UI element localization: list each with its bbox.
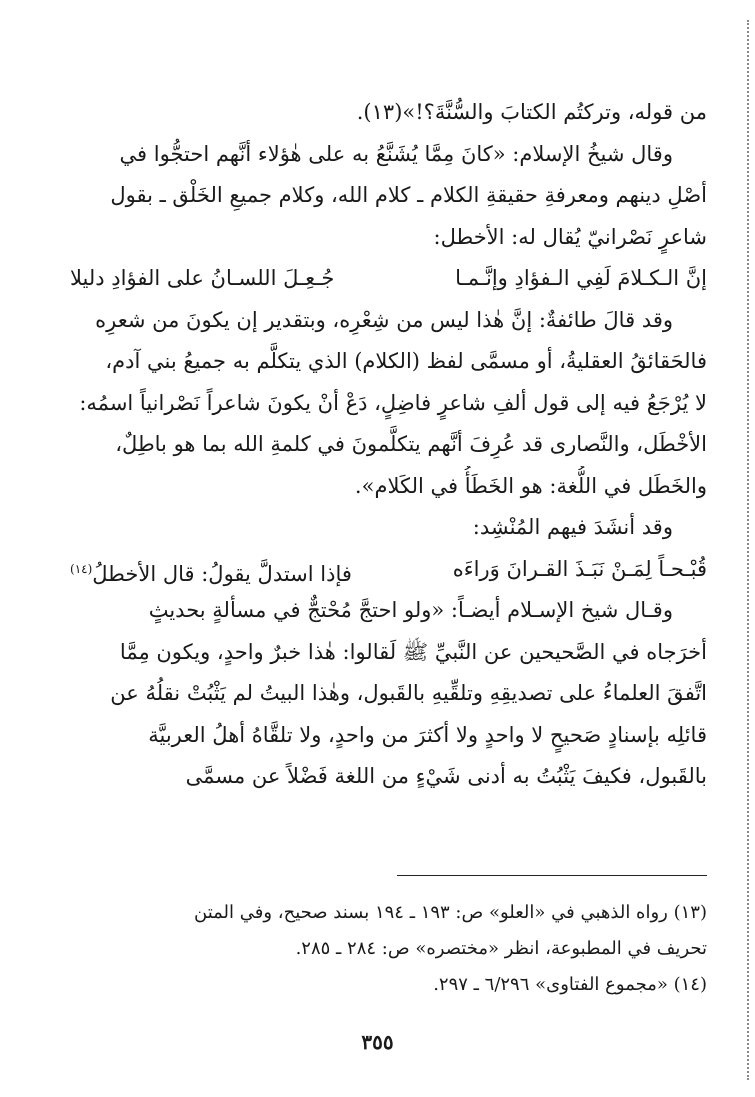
footnotes	[70, 895, 707, 1003]
text-line: الأخْطَل، والنَّصارى قد عُرِفَ أنَّهم يتكلَّمونَ في كلمةِ الله بما هو باطِلٌ،	[115, 432, 707, 456]
text-line: من قوله، وتركتُم الكتابَ والسُّنَّةَ؟!»(١٣).	[356, 100, 707, 124]
footnote-reference: (١٤)	[70, 561, 93, 576]
text-line: والخَطَل في اللُّغة: هو الخَطَأُ في الكَلام».	[354, 473, 707, 498]
text-line: أخرَجاه في الصَّحيحين عن النَّبيِّ ﷺ لَقالوا: هٰذا خبرٌ واحدٍ، ويكون مِمَّا	[119, 639, 707, 664]
text-line: شاعرٍ نَصْرانيّ يُقال له: الأخطل:	[433, 224, 707, 249]
footnote-separator	[397, 875, 707, 876]
text-line: أصْلِ دينهم ومعرفةِ حقيقةِ الكلام ـ كلام الله، وكلام جميعِ الخَلْق ـ بقول	[110, 183, 707, 207]
text-line: وقال شيخُ الإسلام: «كانَ مِمَّا يُشَنَّعُ به على هٰؤلاء أنَّهم احتجُّوا في	[119, 141, 673, 166]
text-line: لا يُرْجَعُ فيه إلى قول ألفِ شاعرٍ فاضِلٍ، دَعْ أنْ يكونَ شاعراً نَصْرانياً اسمُه:	[79, 390, 707, 415]
text-line: وقـال شيخ الإسـلام أيضـاً: «ولو احتجَّ مُحْتجٌّ في مسألةٍ بحديثٍ	[148, 598, 673, 622]
text-line: وقد أنشَدَ فيهم المُنْشِد:	[472, 515, 673, 539]
main-text	[70, 92, 707, 798]
verse-second-text: فإذا استدلَّ يقولُ: قال الأخطلُ	[92, 561, 352, 586]
text-line: اتَّفقَ العلماءُ على تصديقِهِ وتلقِّيهِ بالقَبول، وهٰذا البيتُ لم يَثْبُتْ نقلُهُ عن	[110, 681, 707, 705]
verse-second-hemistich: جُـعِـلَ اللسـانُ على الفؤادِ دليلا	[70, 266, 335, 290]
text-line: فالحَقائقُ العقليةُ، أو مسمَّى لفظ (الكلام) الذي يتكلَّم به جميعُ بني آدم،	[105, 349, 707, 373]
verse-second-hemistich	[70, 549, 352, 591]
text-line: وقد قالَ طائفةٌ: إنَّ هٰذا ليس من شِعْرِه، وبتقدير إن يكونَ من شعرِه	[95, 307, 673, 332]
poem-verse-2	[70, 549, 707, 591]
footnote-13: (١٣) رواه الذهبي في «العلو» ص: ١٩٣ ـ ١٩٤ بسند صحيح، وفي المتن	[194, 902, 707, 923]
page-edge-border	[747, 20, 749, 1080]
poem-verse-1	[70, 258, 707, 300]
text-line: بالقَبول، فكيفَ يَثْبُتُ به أدنى شَيْءٍ من اللغة فَضْلاً عن مسمَّى	[185, 764, 707, 788]
footnote-14: (١٤) «مجموع الفتاوى» ٦/٢٩٦ ـ ٢٩٧.	[433, 974, 707, 995]
footnote-13-continued: تحريف في المطبوعة، انظر «مختصره» ص: ٢٨٤ ـ ٢٨٥.	[295, 938, 707, 959]
text-line: قائلِه بإسنادٍ صَحيحٍ لا واحدٍ ولا أكثرَ من واحدٍ، ولا تلقَّاهُ أهلُ العربيَّة	[148, 722, 707, 747]
page-number: ٣٥٥	[361, 1030, 394, 1054]
verse-first-hemistich: إنَّ الـكـلامَ لَفِي الـفؤادِ وإنَّـمـا	[455, 266, 707, 290]
verse-first-hemistich: قُبْـحـاً لِمَـنْ نَبَـذَ القـرانَ وَراءَه	[452, 556, 707, 581]
